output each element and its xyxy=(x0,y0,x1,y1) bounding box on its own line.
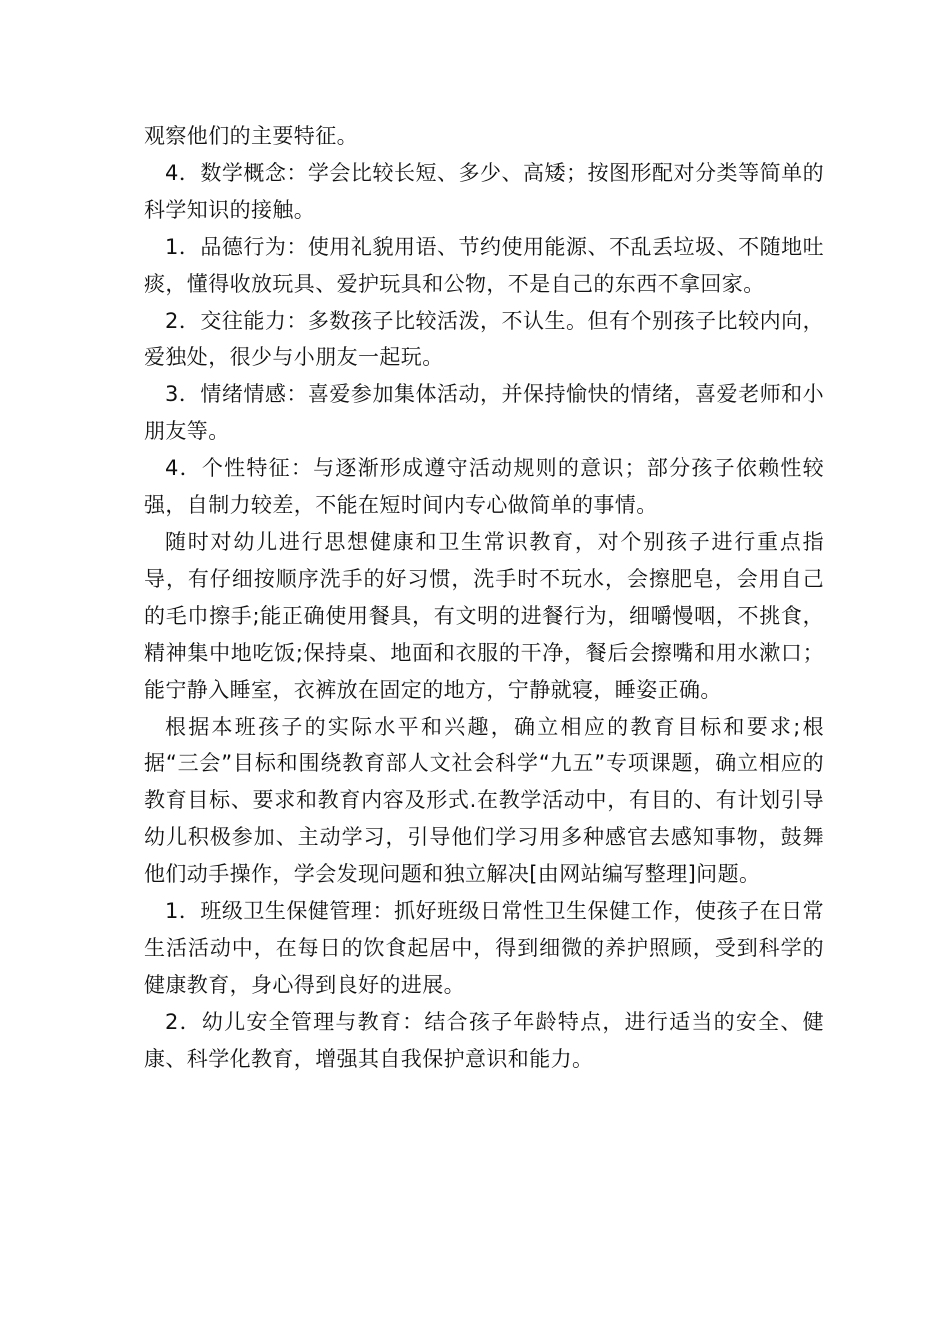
document-body xyxy=(144,118,824,1078)
paragraph-emotions: 3．情绪情感：喜爱参加集体活动，并保持愉快的情绪，喜爱老师和小朋友等。 xyxy=(144,382,824,444)
paragraph-personality: 4．个性特征：与逐渐形成遵守活动规则的意识；部分孩子依赖性较强，自制力较差，不能在短时间内专心做简单的事情。 xyxy=(144,456,824,518)
paragraph-safety-education: 2．幼儿安全管理与教育：结合孩子年龄特点，进行适当的安全、健康、科学化教育，增强其自我保护意识和能力。 xyxy=(144,1009,824,1071)
paragraph-health-management: 1．班级卫生保健管理：抓好班级日常性卫生保健工作，使孩子在日常生活活动中，在每日的饮食起居中，得到细微的养护照顾，受到科学的健康教育，身心得到良好的进展。 xyxy=(144,899,824,997)
paragraph-health-education: 随时对幼儿进行思想健康和卫生常识教育，对个别孩子进行重点指导，有仔细按顺序洗手的好习惯，洗手时不玩水，会擦肥皂，会用自己的毛巾擦手;能正确使用餐具，有文明的进餐行为，细嚼慢咽，不挑食，精神集中地吃饭;保持桌、地面和衣服的干净，餐后会擦嘴和用水漱口；能宁静入睡室，衣裤放在固定的地方，宁静就寝，睡姿正确。 xyxy=(144,529,824,702)
paragraph-teaching-goals: 根据本班孩子的实际水平和兴趣，确立相应的教育目标和要求;根据“三会”目标和围绕教育部人文社会科学“九五”专项课题，确立相应的教育目标、要求和教育内容及形式.在教学活动中，有目的、有计划引导幼儿积极参加、主动学习，引导他们学习用多种感官去感知事物，鼓舞他们动手操作，学会发现问题和独立解决[由网站编写整理]问题。 xyxy=(144,714,824,887)
paragraph-math-concepts: 4．数学概念：学会比较长短、多少、高矮；按图形配对分类等简单的科学知识的接触。 xyxy=(144,160,824,222)
paragraph-continuation: 观察他们的主要特征。 xyxy=(144,124,358,148)
paragraph-social-ability: 2．交往能力：多数孩子比较活泼，不认生。但有个别孩子比较内向，爱独处，很少与小朋友一起玩。 xyxy=(144,308,824,370)
paragraph-moral-behavior: 1．品德行为：使用礼貌用语、节约使用能源、不乱丢垃圾、不随地吐痰，懂得收放玩具、爱护玩具和公物，不是自己的东西不拿回家。 xyxy=(144,234,824,296)
